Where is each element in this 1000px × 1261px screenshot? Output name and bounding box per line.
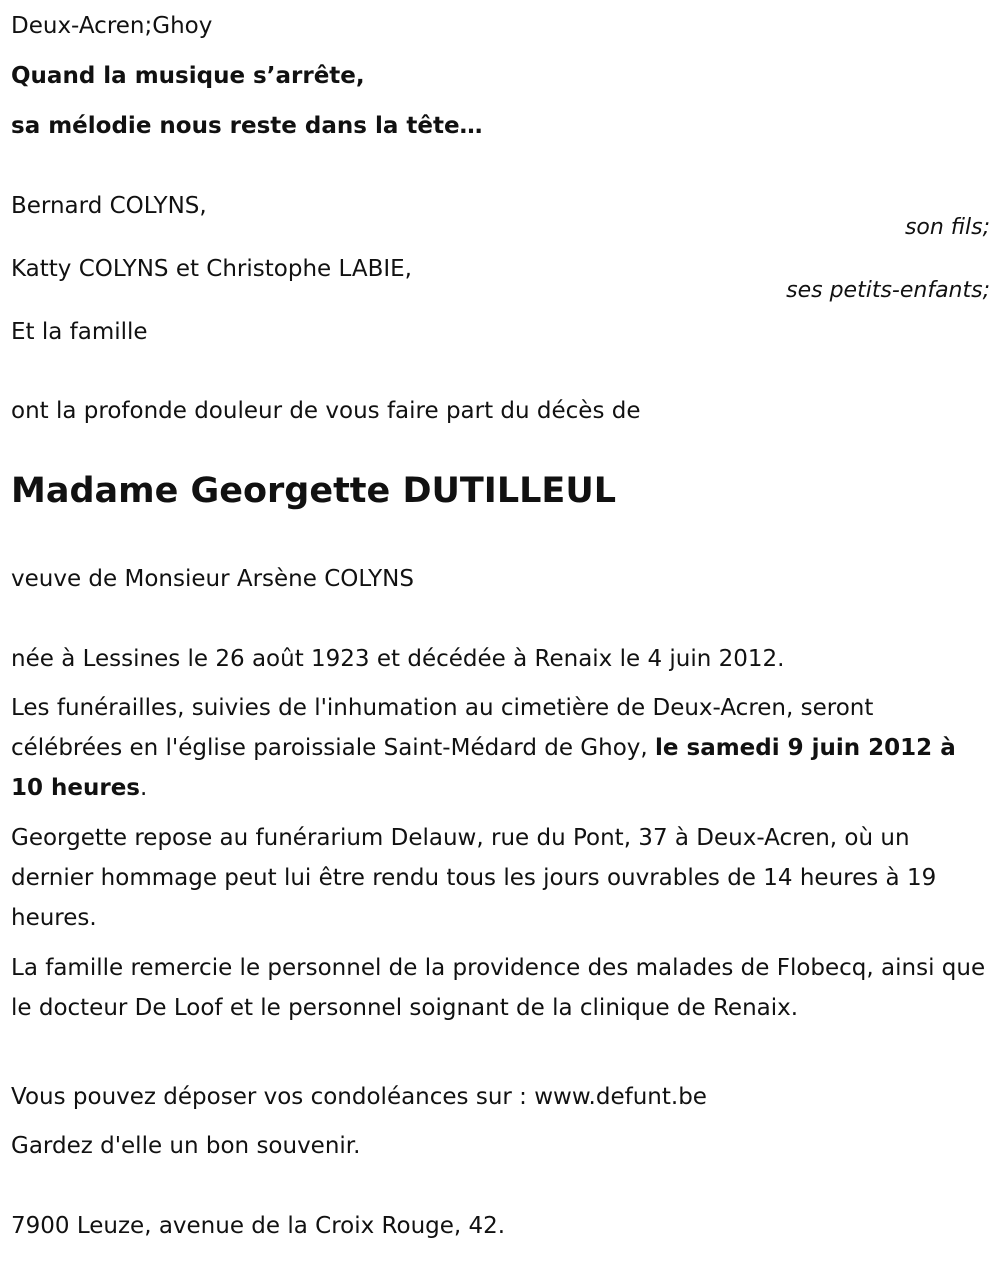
funerarium-paragraph: Georgette repose au funérarium Delauw, rue du Pont, 37 à Deux-Acren, où un dernier hommage peut lui être rendu tous les jours ouvrables de 14 heures à 19 heures.: [11, 825, 937, 931]
family-name-1: Bernard COLYNS,: [11, 193, 207, 219]
family-relation-2: ses petits-enfants;: [786, 278, 990, 303]
farewell-line: Gardez d'elle un bon souvenir.: [11, 1133, 361, 1159]
location-line: Deux-Acren;Ghoy: [11, 13, 213, 39]
quote-line-2: sa mélodie nous reste dans la tête…: [11, 113, 483, 139]
funeral-end: .: [140, 775, 148, 801]
address-line: 7900 Leuze, avenue de la Croix Rouge, 42.: [11, 1213, 506, 1239]
family-relation-1: son fils;: [904, 215, 990, 240]
funeral-date: le samedi 9 juin 2012 à 10 heures: [11, 735, 956, 801]
funeral-paragraph: [11, 688, 986, 808]
condolences-line: Vous pouvez déposer vos condoléances sur : www.defunt.be: [11, 1084, 707, 1110]
thanks-paragraph: La famille remercie le personnel de la providence des malades de Flobecq, ainsi que le docteur De Loof et le personnel soignant de la clinique de Renaix.: [11, 955, 986, 1021]
family-name-2: Katty COLYNS et Christophe LABIE,: [11, 256, 412, 282]
funeral-text: Les funérailles, suivies de l'inhumation au cimetière de Deux-Acren, seront célébrées en l'église paroissiale Saint-Médard de Ghoy,: [11, 695, 874, 761]
deceased-name: Madame Georgette DUTILLEUL: [11, 471, 617, 511]
quote-line-1: Quand la musique s’arrête,: [11, 63, 365, 89]
spouse-line: veuve de Monsieur Arsène COLYNS: [11, 566, 414, 592]
family-name-3: Et la famille: [11, 319, 148, 345]
announcement-text: ont la profonde douleur de vous faire part du décès de: [11, 398, 641, 424]
birth-death-line: née à Lessines le 26 août 1923 et décédée à Renaix le 4 juin 2012.: [11, 646, 785, 672]
